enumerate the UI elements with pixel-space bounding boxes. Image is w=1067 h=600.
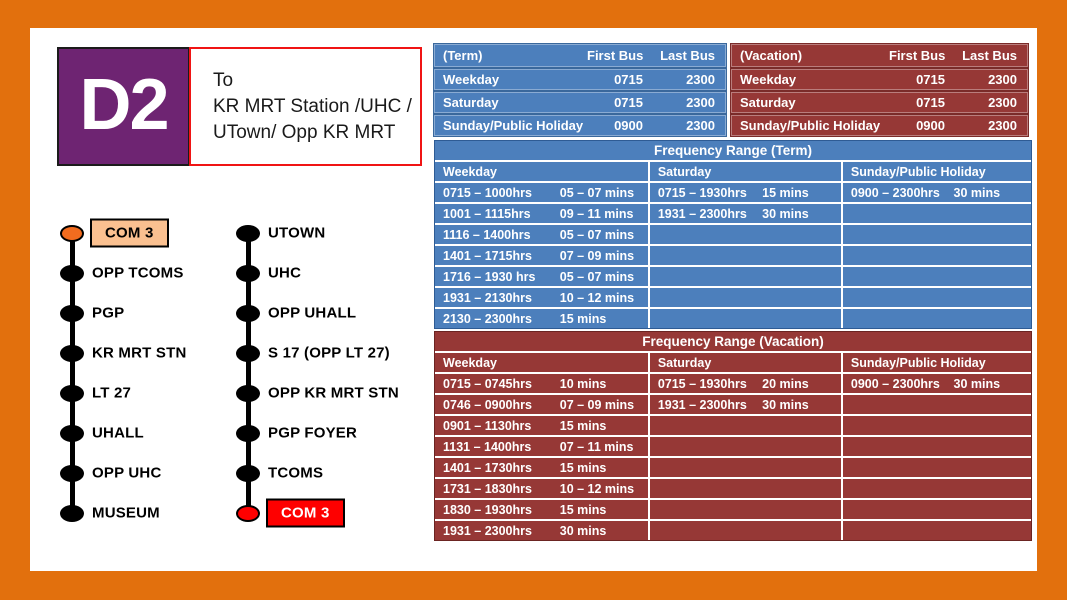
frequency-cell [650, 458, 841, 477]
stop-dot [236, 425, 260, 442]
frequency-cell [843, 225, 1031, 244]
vacation-frequency-table [434, 331, 1032, 541]
stop-label: OPP TCOMS [92, 264, 184, 282]
interval: 30 mins [953, 376, 1001, 391]
frequency-cell [650, 479, 841, 498]
day-label: Sunday/Public Holiday [443, 118, 584, 133]
interval: 10 – 12 mins [559, 481, 635, 496]
frequency-cell [435, 309, 648, 328]
frequency-cell [843, 458, 1031, 477]
stop-dot [236, 385, 260, 402]
last-bus-time: 2300 [686, 118, 715, 133]
frequency-cell [843, 374, 1031, 393]
time-range: 1931 – 2300hrs [657, 206, 747, 221]
frequency-cell [650, 183, 841, 202]
last-bus-time: 2300 [988, 95, 1017, 110]
frequency-column-header: Sunday/Public Holiday [843, 353, 1031, 372]
hours-row [434, 69, 726, 90]
frequency-cell [650, 288, 841, 307]
interval: 30 mins [953, 185, 1001, 200]
frequency-column-header: Saturday [650, 162, 841, 181]
frequency-cell [435, 395, 648, 414]
time-range: 1401 – 1730hrs [443, 460, 532, 475]
day-label: Sunday/Public Holiday [740, 118, 881, 133]
stop-label: COM 3 [266, 499, 345, 528]
first-bus-time: 0715 [614, 72, 643, 87]
frequency-column-header: Weekday [435, 353, 648, 372]
last-bus-time: 2300 [988, 72, 1017, 87]
stop-label: OPP UHALL [268, 304, 357, 322]
time-range: 1731 – 1830hrs [443, 481, 532, 496]
term-frequency-table [434, 140, 1032, 329]
destination-line: UTown/ Opp KR MRT [213, 121, 396, 143]
interval: 15 mins [559, 460, 607, 475]
time-range: 0715 – 1930hrs [657, 376, 747, 391]
hours-row [731, 69, 1028, 90]
frequency-cell [843, 267, 1031, 286]
interval: 07 – 09 mins [559, 397, 635, 412]
vacation-hours-table [731, 44, 1028, 136]
interval: 10 mins [559, 376, 607, 391]
interval: 15 mins [762, 185, 809, 200]
interval: 05 – 07 mins [559, 185, 635, 200]
time-range: 2130 – 2300hrs [443, 311, 532, 326]
frequency-cell [435, 437, 648, 456]
first-bus-time: 0715 [614, 95, 643, 110]
route-line-return [226, 203, 426, 553]
stop-label: COM 3 [90, 219, 169, 248]
stop-dot [60, 465, 84, 482]
poster-content [30, 28, 1037, 571]
frequency-cell [435, 374, 648, 393]
frequency-cell [843, 183, 1031, 202]
last-bus-header: Last Bus [660, 48, 715, 63]
interval: 30 mins [762, 206, 809, 221]
hours-row [731, 92, 1028, 113]
stop-label: KR MRT STN [92, 344, 187, 362]
first-bus-time: 0715 [916, 95, 945, 110]
frequency-cell [843, 309, 1031, 328]
interval: 07 – 11 mins [559, 439, 634, 454]
frequency-cell [435, 183, 648, 202]
last-bus-time: 2300 [686, 72, 715, 87]
frequency-table-title: Frequency Range (Vacation) [435, 332, 1031, 351]
frequency-cell [435, 521, 648, 540]
route-destination-box [189, 47, 422, 166]
frequency-cell [843, 395, 1031, 414]
route-code-badge [57, 47, 190, 166]
stop-dot [60, 265, 84, 282]
frequency-cell [843, 500, 1031, 519]
route-header [57, 47, 422, 166]
hours-table-title: (Vacation) [740, 48, 803, 63]
time-range: 1931 – 2300hrs [657, 397, 747, 412]
stop-dot [236, 345, 260, 362]
interval: 15 mins [559, 502, 607, 517]
frequency-cell [843, 416, 1031, 435]
stop-label: TCOMS [268, 464, 324, 482]
first-bus-time: 0900 [614, 118, 643, 133]
frequency-cell [650, 204, 841, 223]
frequency-cell [650, 395, 841, 414]
first-bus-header: First Bus [889, 48, 946, 63]
frequency-cell [435, 204, 648, 223]
time-range: 0715 – 1930hrs [657, 185, 747, 200]
frequency-cell [650, 246, 841, 265]
destination-line: To [213, 69, 234, 91]
frequency-cell [843, 479, 1031, 498]
frequency-cell [843, 521, 1031, 540]
stop-label: UTOWN [268, 224, 326, 242]
frequency-column-header: Saturday [650, 353, 841, 372]
stop-dot [60, 225, 84, 242]
stop-dot [60, 345, 84, 362]
interval: 30 mins [762, 397, 809, 412]
interval: 05 – 07 mins [559, 227, 635, 242]
frequency-table-title: Frequency Range (Term) [435, 141, 1031, 160]
day-label: Saturday [443, 95, 499, 110]
time-range: 1116 – 1400hrs [443, 227, 531, 242]
day-label: Weekday [740, 72, 797, 87]
day-label: Weekday [443, 72, 500, 87]
stop-label: OPP KR MRT STN [268, 384, 399, 402]
stop-label: LT 27 [92, 384, 132, 402]
frequency-cell [843, 246, 1031, 265]
stop-dot [60, 385, 84, 402]
hours-table-title: (Term) [443, 48, 483, 63]
last-bus-time: 2300 [988, 118, 1017, 133]
stop-dot [236, 265, 260, 282]
frequency-cell [435, 288, 648, 307]
time-range: 0901 – 1130hrs [443, 418, 532, 433]
frequency-cell [435, 416, 648, 435]
interval: 10 – 12 mins [559, 290, 635, 305]
time-range: 1830 – 1930hrs [443, 502, 532, 517]
time-range: 0715 – 1000hrs [443, 185, 532, 200]
stop-label: PGP FOYER [268, 424, 358, 442]
time-range: 0715 – 0745hrs [443, 376, 532, 391]
interval: 05 – 07 mins [559, 269, 635, 284]
time-range: 0900 – 2300hrs [850, 185, 940, 200]
time-range: 1001 – 1115hrs [443, 206, 531, 221]
stop-label: S 17 (OPP LT 27) [268, 344, 390, 362]
stop-dot [60, 425, 84, 442]
frequency-cell [435, 246, 648, 265]
stop-label: UHALL [92, 424, 144, 442]
stop-label: PGP [92, 304, 125, 322]
route-line-outbound [50, 203, 250, 553]
hours-row [731, 115, 1028, 136]
stop-dot [236, 225, 260, 242]
frequency-cell [435, 267, 648, 286]
interval: 09 – 11 mins [559, 206, 634, 221]
destination-line: KR MRT Station /UHC / [213, 95, 412, 117]
first-bus-time: 0715 [916, 72, 945, 87]
frequency-cell [650, 521, 841, 540]
interval: 30 mins [559, 523, 607, 538]
frequency-cell [435, 479, 648, 498]
frequency-cell [650, 225, 841, 244]
frequency-cell [650, 437, 841, 456]
frequency-cell [650, 416, 841, 435]
frequency-cell [843, 204, 1031, 223]
last-bus-time: 2300 [686, 95, 715, 110]
day-label: Saturday [740, 95, 796, 110]
time-range: 1716 – 1930 hrs [443, 269, 536, 284]
frequency-cell [843, 288, 1031, 307]
time-range: 1931 – 2300hrs [443, 523, 532, 538]
frequency-column-header: Sunday/Public Holiday [843, 162, 1031, 181]
interval: 15 mins [559, 311, 607, 326]
time-range: 1931 – 2130hrs [443, 290, 532, 305]
first-bus-time: 0900 [916, 118, 945, 133]
frequency-cell [435, 225, 648, 244]
time-range: 1131 – 1400hrs [443, 439, 532, 454]
frequency-cell [435, 458, 648, 477]
frequency-column-header: Weekday [435, 162, 648, 181]
first-bus-header: First Bus [587, 48, 644, 63]
interval: 15 mins [559, 418, 607, 433]
stop-label: UHC [268, 264, 302, 282]
time-range: 1401 – 1715hrs [443, 248, 532, 263]
frequency-cell [650, 500, 841, 519]
hours-row [434, 92, 726, 113]
stop-dot [60, 505, 84, 522]
stop-dot [60, 305, 84, 322]
time-range: 0900 – 2300hrs [850, 376, 940, 391]
time-range: 0746 – 0900hrs [443, 397, 532, 412]
hours-row [434, 115, 726, 136]
stop-dot [236, 465, 260, 482]
frequency-cell [650, 374, 841, 393]
hours-header-row [434, 44, 726, 67]
term-hours-table [434, 44, 726, 136]
frequency-cell [435, 500, 648, 519]
frequency-cell [650, 267, 841, 286]
stop-label: OPP UHC [92, 464, 162, 482]
frequency-cell [843, 437, 1031, 456]
stop-dot [236, 305, 260, 322]
stop-dot [236, 505, 260, 522]
interval: 20 mins [762, 376, 809, 391]
route-code-text: D2 [79, 64, 168, 145]
frequency-cell [650, 309, 841, 328]
stop-label: MUSEUM [92, 504, 160, 522]
hours-header-row [731, 44, 1028, 67]
interval: 07 – 09 mins [559, 248, 635, 263]
last-bus-header: Last Bus [962, 48, 1017, 63]
